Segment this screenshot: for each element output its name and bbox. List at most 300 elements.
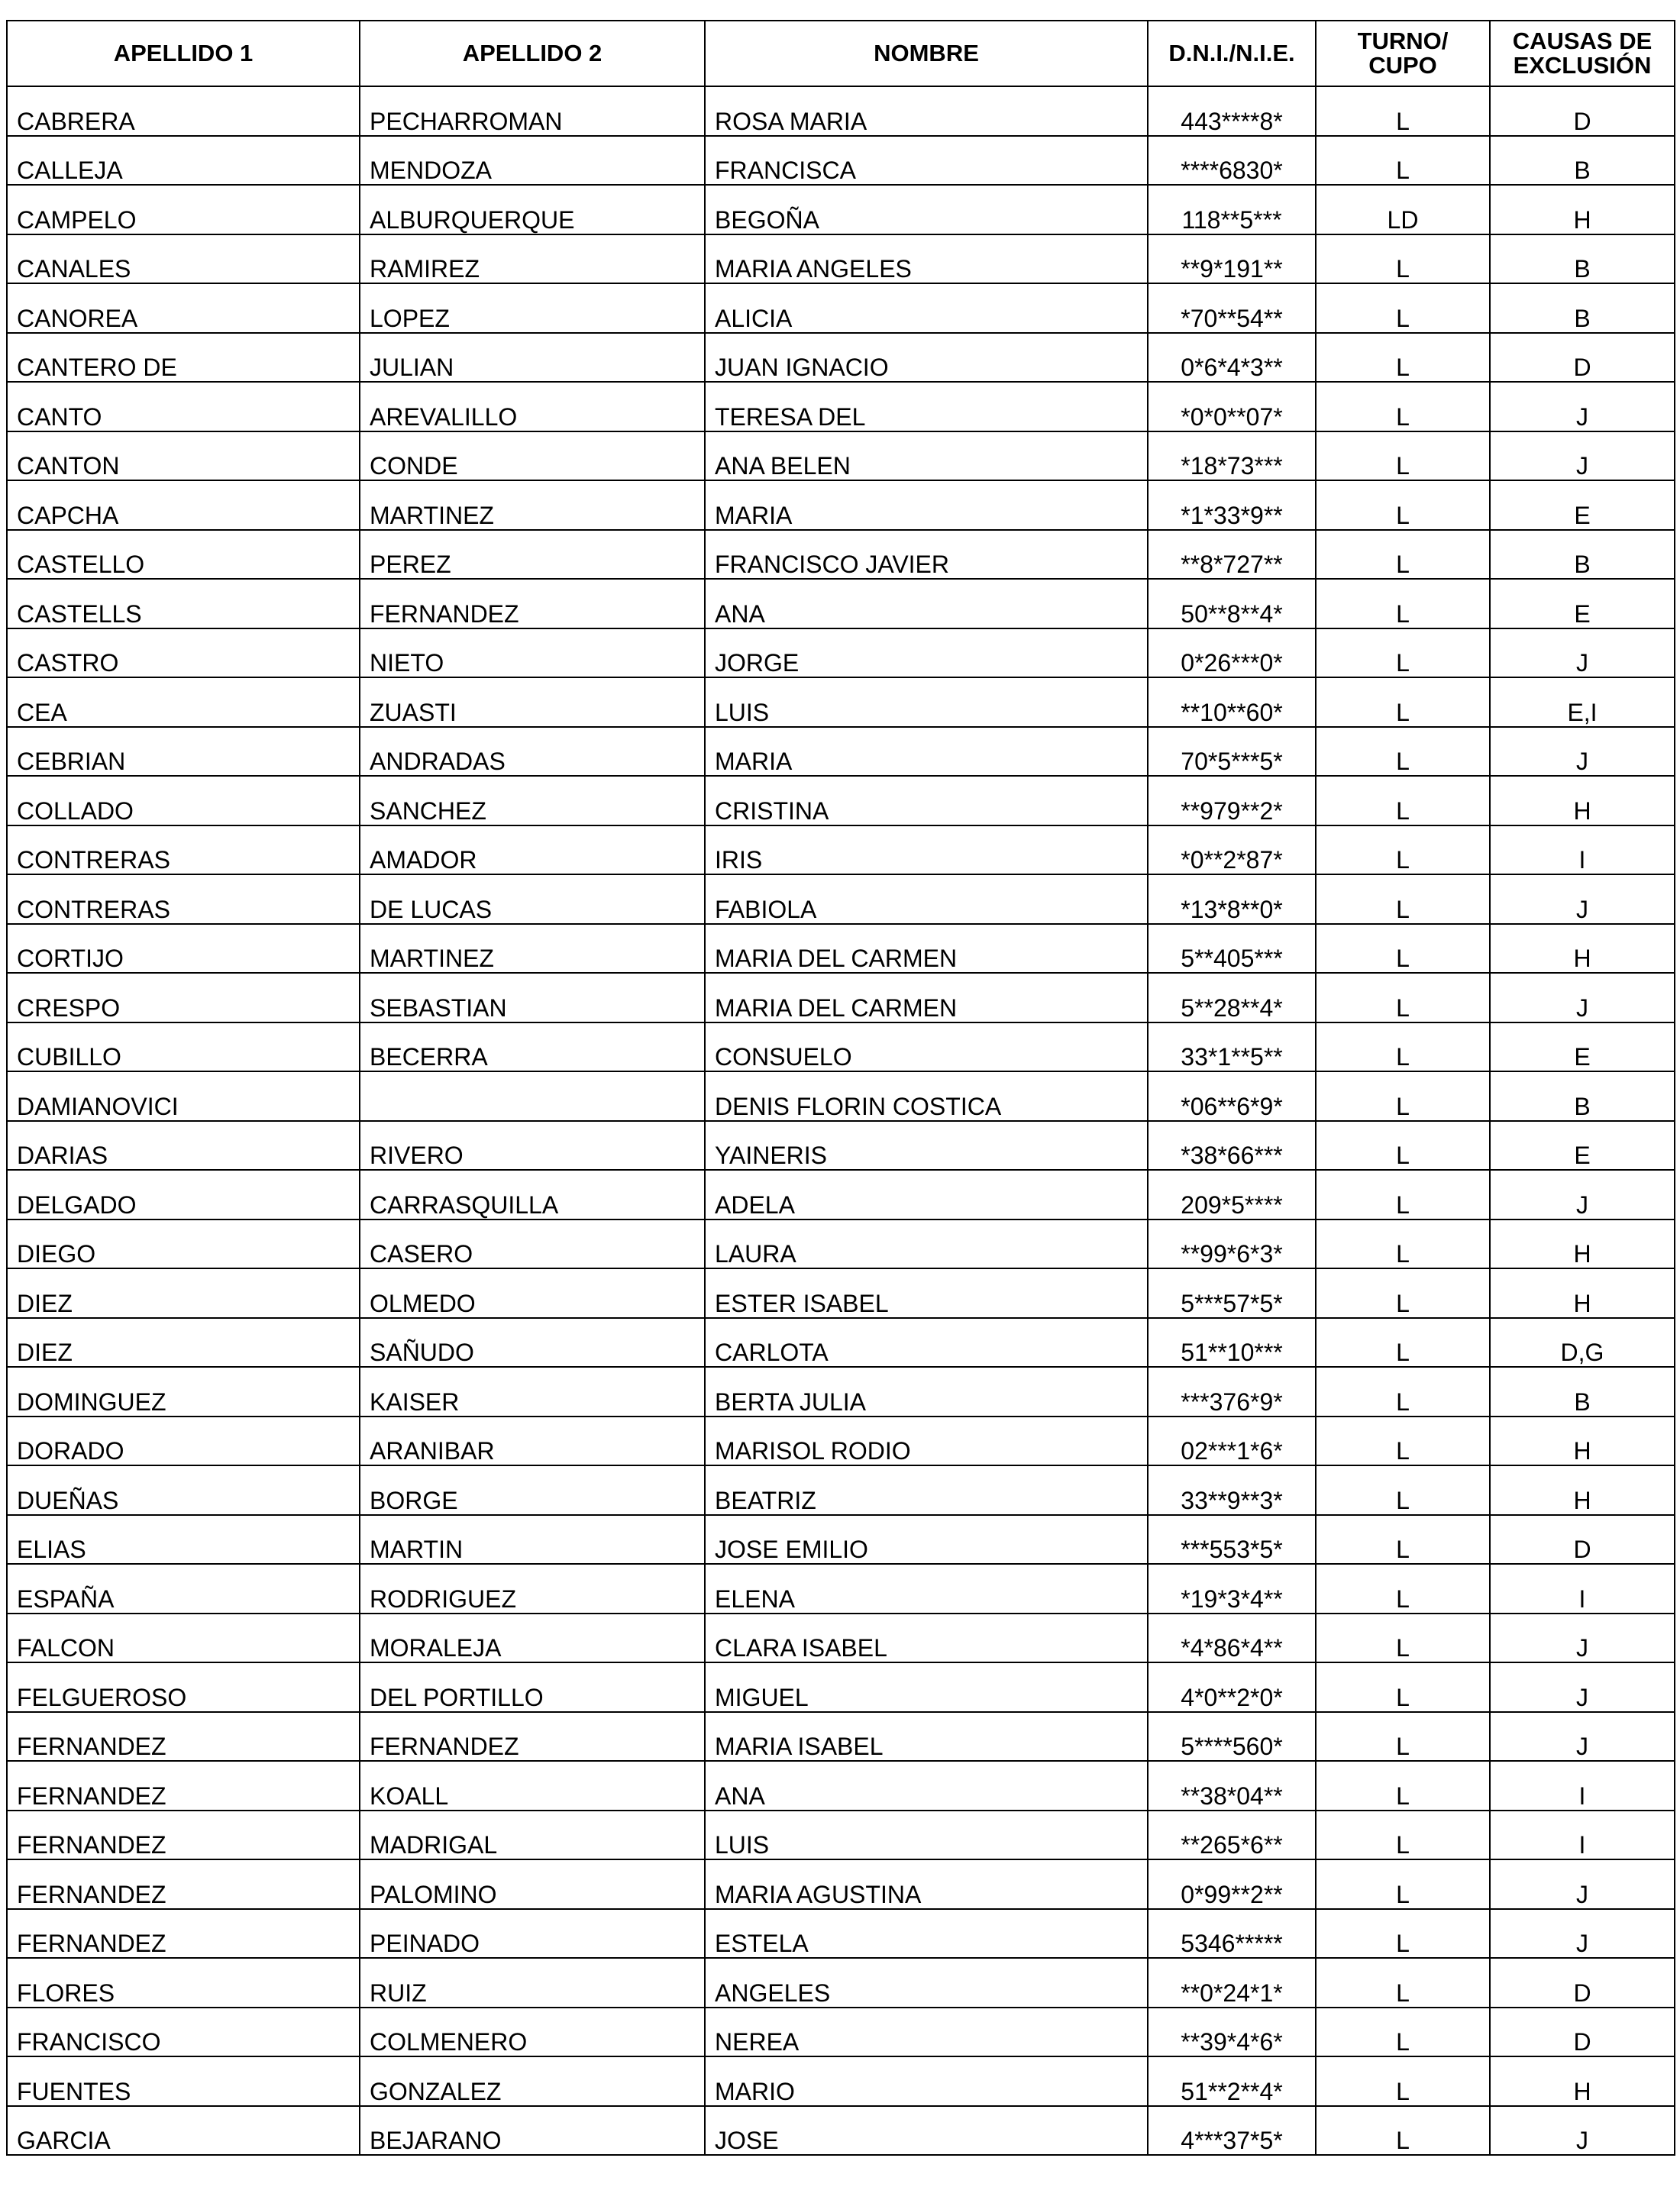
header-apellido-1: APELLIDO 1 — [7, 21, 360, 86]
cell-turno: L — [1316, 874, 1490, 924]
cell-nombre: JOSE — [705, 2106, 1148, 2156]
cell-turno: L — [1316, 628, 1490, 678]
cell-apellido-1: CANTERO DE — [7, 333, 360, 383]
table-row — [7, 1121, 1675, 1171]
table-row — [7, 2056, 1675, 2106]
cell-apellido-1: GARCIA — [7, 2106, 360, 2156]
cell-nombre: MARIA — [705, 727, 1148, 777]
cell-causa: B — [1490, 1367, 1675, 1417]
header-nombre: NOMBRE — [705, 21, 1148, 86]
cell-dni: 118**5*** — [1148, 185, 1316, 234]
cell-turno: L — [1316, 1662, 1490, 1712]
cell-turno: L — [1316, 1614, 1490, 1663]
cell-dni: 4*0**2*0* — [1148, 1662, 1316, 1712]
cell-apellido-2: MARTINEZ — [360, 924, 705, 974]
cell-turno: L — [1316, 825, 1490, 875]
table-row — [7, 1564, 1675, 1614]
cell-causa: J — [1490, 1712, 1675, 1762]
cell-apellido-1: CAMPELO — [7, 185, 360, 234]
cell-dni: 50**8**4* — [1148, 579, 1316, 628]
cell-causa: I — [1490, 1811, 1675, 1860]
cell-nombre: ESTER ISABEL — [705, 1268, 1148, 1318]
cell-apellido-1: FELGUEROSO — [7, 1662, 360, 1712]
cell-causa: B — [1490, 1071, 1675, 1121]
cell-turno: L — [1316, 1170, 1490, 1219]
cell-nombre: TERESA DEL — [705, 382, 1148, 431]
cell-nombre: MARISOL RODIO — [705, 1417, 1148, 1466]
cell-apellido-1: FERNANDEZ — [7, 1909, 360, 1959]
cell-turno: L — [1316, 973, 1490, 1022]
cell-causa: I — [1490, 1761, 1675, 1811]
cell-apellido-2: GONZALEZ — [360, 2056, 705, 2106]
cell-apellido-2: RAMIREZ — [360, 234, 705, 284]
cell-apellido-1: FLORES — [7, 1958, 360, 2008]
cell-apellido-1: FERNANDEZ — [7, 1712, 360, 1762]
cell-turno: L — [1316, 677, 1490, 727]
table-row — [7, 628, 1675, 678]
cell-apellido-2: MARTINEZ — [360, 480, 705, 530]
cell-nombre: JORGE — [705, 628, 1148, 678]
table-row — [7, 2106, 1675, 2156]
cell-nombre: MARIA ISABEL — [705, 1712, 1148, 1762]
cell-nombre: ALICIA — [705, 283, 1148, 333]
cell-apellido-1: ELIAS — [7, 1515, 360, 1565]
cell-turno: L — [1316, 1811, 1490, 1860]
cell-turno: L — [1316, 283, 1490, 333]
cell-turno: L — [1316, 776, 1490, 825]
cell-apellido-1: FUENTES — [7, 2056, 360, 2106]
cell-apellido-2: COLMENERO — [360, 2008, 705, 2057]
cell-turno: L — [1316, 86, 1490, 136]
cell-apellido-2: DEL PORTILLO — [360, 1662, 705, 1712]
cell-dni: 51**10*** — [1148, 1318, 1316, 1368]
cell-apellido-1: FERNANDEZ — [7, 1761, 360, 1811]
cell-apellido-2: LOPEZ — [360, 283, 705, 333]
cell-causa: D — [1490, 333, 1675, 383]
cell-turno: L — [1316, 1367, 1490, 1417]
cell-causa: J — [1490, 1859, 1675, 1909]
cell-turno: L — [1316, 136, 1490, 186]
excluded-candidates-table — [6, 20, 1675, 2156]
cell-turno: L — [1316, 530, 1490, 580]
table-row — [7, 825, 1675, 875]
cell-turno: L — [1316, 333, 1490, 383]
cell-apellido-1: FERNANDEZ — [7, 1811, 360, 1860]
cell-apellido-1: CASTRO — [7, 628, 360, 678]
cell-apellido-2: KOALL — [360, 1761, 705, 1811]
cell-dni: 33**9**3* — [1148, 1465, 1316, 1515]
cell-apellido-1: CONTRERAS — [7, 874, 360, 924]
cell-turno: L — [1316, 1071, 1490, 1121]
cell-turno: L — [1316, 382, 1490, 431]
table-row — [7, 776, 1675, 825]
cell-dni: 209*5**** — [1148, 1170, 1316, 1219]
cell-dni: *0*0**07* — [1148, 382, 1316, 431]
cell-causa: E — [1490, 1121, 1675, 1171]
table-row — [7, 1859, 1675, 1909]
cell-dni: **979**2* — [1148, 776, 1316, 825]
cell-causa: E,I — [1490, 677, 1675, 727]
cell-apellido-2: MORALEJA — [360, 1614, 705, 1663]
cell-turno: L — [1316, 1417, 1490, 1466]
cell-apellido-2: FERNANDEZ — [360, 1712, 705, 1762]
cell-apellido-1: FERNANDEZ — [7, 1859, 360, 1909]
cell-causa: J — [1490, 874, 1675, 924]
cell-dni: **0*24*1* — [1148, 1958, 1316, 2008]
cell-apellido-1: CORTIJO — [7, 924, 360, 974]
cell-nombre: ROSA MARIA — [705, 86, 1148, 136]
cell-nombre: ANA — [705, 1761, 1148, 1811]
cell-turno: L — [1316, 727, 1490, 777]
cell-nombre: CLARA ISABEL — [705, 1614, 1148, 1663]
cell-turno: LD — [1316, 185, 1490, 234]
cell-apellido-1: CABRERA — [7, 86, 360, 136]
cell-turno: L — [1316, 431, 1490, 481]
cell-causa: J — [1490, 1662, 1675, 1712]
cell-nombre: ELENA — [705, 1564, 1148, 1614]
cell-apellido-2: CONDE — [360, 431, 705, 481]
cell-nombre: MARIA AGUSTINA — [705, 1859, 1148, 1909]
cell-causa: B — [1490, 136, 1675, 186]
cell-nombre: ANA BELEN — [705, 431, 1148, 481]
cell-nombre: CONSUELO — [705, 1022, 1148, 1072]
cell-apellido-2: RIVERO — [360, 1121, 705, 1171]
cell-apellido-1: COLLADO — [7, 776, 360, 825]
header-causas-exclusion: CAUSAS DE EXCLUSIÓN — [1490, 21, 1675, 86]
cell-causa: J — [1490, 2106, 1675, 2156]
cell-turno: L — [1316, 1958, 1490, 2008]
cell-dni: **38*04** — [1148, 1761, 1316, 1811]
cell-dni: 5***57*5* — [1148, 1268, 1316, 1318]
cell-dni: 5**405*** — [1148, 924, 1316, 974]
cell-apellido-2: PALOMINO — [360, 1859, 705, 1909]
table-header-row — [7, 21, 1675, 86]
cell-apellido-1: ESPAÑA — [7, 1564, 360, 1614]
cell-nombre: MARIA DEL CARMEN — [705, 973, 1148, 1022]
cell-apellido-2: PEREZ — [360, 530, 705, 580]
cell-dni: ****6830* — [1148, 136, 1316, 186]
table-row — [7, 185, 1675, 234]
cell-apellido-1: CEA — [7, 677, 360, 727]
table-row — [7, 1958, 1675, 2008]
cell-nombre: MARIA ANGELES — [705, 234, 1148, 284]
cell-apellido-2: ALBURQUERQUE — [360, 185, 705, 234]
cell-apellido-2: PEINADO — [360, 1909, 705, 1959]
cell-apellido-2: AREVALILLO — [360, 382, 705, 431]
table-row — [7, 579, 1675, 628]
cell-causa: J — [1490, 973, 1675, 1022]
cell-nombre: MIGUEL — [705, 1662, 1148, 1712]
cell-apellido-1: CEBRIAN — [7, 727, 360, 777]
cell-turno: L — [1316, 1465, 1490, 1515]
cell-causa: J — [1490, 1614, 1675, 1663]
cell-turno: L — [1316, 2056, 1490, 2106]
cell-dni: 70*5***5* — [1148, 727, 1316, 777]
cell-turno: L — [1316, 1859, 1490, 1909]
cell-apellido-1: DORADO — [7, 1417, 360, 1466]
cell-apellido-1: CALLEJA — [7, 136, 360, 186]
table-row — [7, 431, 1675, 481]
cell-dni: 51**2**4* — [1148, 2056, 1316, 2106]
cell-apellido-2: NIETO — [360, 628, 705, 678]
table-row — [7, 1662, 1675, 1712]
cell-apellido-2: AMADOR — [360, 825, 705, 875]
cell-nombre: FABIOLA — [705, 874, 1148, 924]
cell-dni: 0*99**2** — [1148, 1859, 1316, 1909]
cell-apellido-2: SAÑUDO — [360, 1318, 705, 1368]
table-row — [7, 1909, 1675, 1959]
table-row — [7, 1318, 1675, 1368]
cell-causa: E — [1490, 480, 1675, 530]
cell-causa: J — [1490, 431, 1675, 481]
header-apellido-2: APELLIDO 2 — [360, 21, 705, 86]
cell-apellido-1: CANALES — [7, 234, 360, 284]
cell-dni: *70**54** — [1148, 283, 1316, 333]
cell-causa: E — [1490, 1022, 1675, 1072]
cell-apellido-2: RUIZ — [360, 1958, 705, 2008]
header-turno-cupo: TURNO/ CUPO — [1316, 21, 1490, 86]
cell-causa: H — [1490, 924, 1675, 974]
cell-nombre: MARIA — [705, 480, 1148, 530]
cell-causa: E — [1490, 579, 1675, 628]
cell-turno: L — [1316, 1268, 1490, 1318]
cell-causa: D — [1490, 1958, 1675, 2008]
cell-dni: *06**6*9* — [1148, 1071, 1316, 1121]
cell-dni: *18*73*** — [1148, 431, 1316, 481]
table-row — [7, 874, 1675, 924]
cell-dni: **265*6** — [1148, 1811, 1316, 1860]
cell-causa: J — [1490, 727, 1675, 777]
cell-dni: *38*66*** — [1148, 1121, 1316, 1171]
cell-nombre: CRISTINA — [705, 776, 1148, 825]
table-row — [7, 1761, 1675, 1811]
cell-causa: H — [1490, 1417, 1675, 1466]
cell-apellido-1: CANOREA — [7, 283, 360, 333]
cell-dni: ***376*9* — [1148, 1367, 1316, 1417]
cell-turno: L — [1316, 1121, 1490, 1171]
cell-dni: 5346***** — [1148, 1909, 1316, 1959]
cell-nombre: DENIS FLORIN COSTICA — [705, 1071, 1148, 1121]
table-row — [7, 382, 1675, 431]
table-row — [7, 677, 1675, 727]
cell-causa: H — [1490, 2056, 1675, 2106]
table-row — [7, 1022, 1675, 1072]
table-row — [7, 1712, 1675, 1762]
table-row — [7, 1268, 1675, 1318]
cell-apellido-2: SANCHEZ — [360, 776, 705, 825]
cell-apellido-1: CASTELLO — [7, 530, 360, 580]
cell-apellido-1: DELGADO — [7, 1170, 360, 1219]
cell-turno: L — [1316, 1564, 1490, 1614]
cell-causa: H — [1490, 1268, 1675, 1318]
cell-dni: 33*1**5** — [1148, 1022, 1316, 1072]
cell-turno: L — [1316, 579, 1490, 628]
table-row — [7, 86, 1675, 136]
cell-causa: D — [1490, 86, 1675, 136]
cell-apellido-2: ANDRADAS — [360, 727, 705, 777]
cell-apellido-2: OLMEDO — [360, 1268, 705, 1318]
cell-apellido-2: BEJARANO — [360, 2106, 705, 2156]
cell-turno: L — [1316, 1515, 1490, 1565]
cell-apellido-2: SEBASTIAN — [360, 973, 705, 1022]
cell-apellido-2: MENDOZA — [360, 136, 705, 186]
cell-causa: I — [1490, 825, 1675, 875]
cell-dni: *13*8**0* — [1148, 874, 1316, 924]
table-row — [7, 480, 1675, 530]
cell-causa: B — [1490, 530, 1675, 580]
cell-nombre: IRIS — [705, 825, 1148, 875]
cell-nombre: LUIS — [705, 1811, 1148, 1860]
cell-nombre: ANA — [705, 579, 1148, 628]
table-row — [7, 234, 1675, 284]
cell-dni: *19*3*4** — [1148, 1564, 1316, 1614]
cell-apellido-2: ARANIBAR — [360, 1417, 705, 1466]
cell-causa: D,G — [1490, 1318, 1675, 1368]
table-row — [7, 1219, 1675, 1269]
table-row — [7, 530, 1675, 580]
cell-dni: **99*6*3* — [1148, 1219, 1316, 1269]
cell-causa: J — [1490, 628, 1675, 678]
cell-apellido-1: DOMINGUEZ — [7, 1367, 360, 1417]
cell-turno: L — [1316, 1761, 1490, 1811]
cell-dni: **10**60* — [1148, 677, 1316, 727]
table-row — [7, 1417, 1675, 1466]
cell-causa: H — [1490, 1219, 1675, 1269]
cell-apellido-2: RODRIGUEZ — [360, 1564, 705, 1614]
cell-causa: H — [1490, 185, 1675, 234]
cell-apellido-1: CUBILLO — [7, 1022, 360, 1072]
cell-dni: ***553*5* — [1148, 1515, 1316, 1565]
cell-turno: L — [1316, 1909, 1490, 1959]
cell-causa: D — [1490, 2008, 1675, 2057]
cell-causa: B — [1490, 283, 1675, 333]
cell-causa: H — [1490, 1465, 1675, 1515]
cell-nombre: JOSE EMILIO — [705, 1515, 1148, 1565]
cell-causa: D — [1490, 1515, 1675, 1565]
table-row — [7, 1367, 1675, 1417]
cell-apellido-1: FALCON — [7, 1614, 360, 1663]
cell-apellido-2: ZUASTI — [360, 677, 705, 727]
cell-nombre: LUIS — [705, 677, 1148, 727]
cell-apellido-1: DAMIANOVICI — [7, 1071, 360, 1121]
cell-dni: 5**28**4* — [1148, 973, 1316, 1022]
cell-apellido-1: DIEGO — [7, 1219, 360, 1269]
cell-dni: 0*6*4*3** — [1148, 333, 1316, 383]
cell-turno: L — [1316, 2008, 1490, 2057]
table-row — [7, 1465, 1675, 1515]
cell-causa: H — [1490, 776, 1675, 825]
cell-nombre: JUAN IGNACIO — [705, 333, 1148, 383]
cell-nombre: MARIO — [705, 2056, 1148, 2106]
cell-apellido-2: KAISER — [360, 1367, 705, 1417]
cell-causa: J — [1490, 382, 1675, 431]
cell-nombre: MARIA DEL CARMEN — [705, 924, 1148, 974]
cell-nombre: LAURA — [705, 1219, 1148, 1269]
cell-causa: B — [1490, 234, 1675, 284]
table-row — [7, 1811, 1675, 1860]
cell-dni: 02***1*6* — [1148, 1417, 1316, 1466]
cell-causa: J — [1490, 1909, 1675, 1959]
cell-apellido-1: FRANCISCO — [7, 2008, 360, 2057]
cell-nombre: FRANCISCA — [705, 136, 1148, 186]
cell-apellido-2: FERNANDEZ — [360, 579, 705, 628]
cell-nombre: BERTA JULIA — [705, 1367, 1148, 1417]
cell-causa: I — [1490, 1564, 1675, 1614]
cell-nombre: NEREA — [705, 2008, 1148, 2057]
table-row — [7, 1071, 1675, 1121]
cell-turno: L — [1316, 480, 1490, 530]
table-row — [7, 333, 1675, 383]
cell-apellido-1: CRESPO — [7, 973, 360, 1022]
cell-dni: **9*191** — [1148, 234, 1316, 284]
cell-dni: *4*86*4** — [1148, 1614, 1316, 1663]
table-row — [7, 1515, 1675, 1565]
cell-causa: J — [1490, 1170, 1675, 1219]
cell-nombre: ADELA — [705, 1170, 1148, 1219]
cell-apellido-1: DUEÑAS — [7, 1465, 360, 1515]
cell-apellido-1: DIEZ — [7, 1318, 360, 1368]
cell-turno: L — [1316, 1022, 1490, 1072]
cell-turno: L — [1316, 234, 1490, 284]
cell-dni: 443****8* — [1148, 86, 1316, 136]
table-row — [7, 283, 1675, 333]
cell-apellido-1: DIEZ — [7, 1268, 360, 1318]
cell-nombre: ESTELA — [705, 1909, 1148, 1959]
header-dni: D.N.I./N.I.E. — [1148, 21, 1316, 86]
cell-apellido-1: CASTELLS — [7, 579, 360, 628]
cell-apellido-1: DARIAS — [7, 1121, 360, 1171]
cell-apellido-2 — [360, 1071, 705, 1121]
table-row — [7, 973, 1675, 1022]
cell-nombre: BEGOÑA — [705, 185, 1148, 234]
cell-nombre: FRANCISCO JAVIER — [705, 530, 1148, 580]
cell-turno: L — [1316, 1712, 1490, 1762]
cell-apellido-1: CAPCHA — [7, 480, 360, 530]
cell-apellido-2: DE LUCAS — [360, 874, 705, 924]
cell-apellido-2: MADRIGAL — [360, 1811, 705, 1860]
cell-apellido-1: CANTON — [7, 431, 360, 481]
cell-dni: **39*4*6* — [1148, 2008, 1316, 2057]
cell-apellido-2: BECERRA — [360, 1022, 705, 1072]
cell-nombre: CARLOTA — [705, 1318, 1148, 1368]
table-row — [7, 1614, 1675, 1663]
cell-dni: *0**2*87* — [1148, 825, 1316, 875]
cell-nombre: ANGELES — [705, 1958, 1148, 2008]
cell-dni: 0*26***0* — [1148, 628, 1316, 678]
cell-apellido-1: CONTRERAS — [7, 825, 360, 875]
table-row — [7, 136, 1675, 186]
table-row — [7, 924, 1675, 974]
cell-apellido-2: PECHARROMAN — [360, 86, 705, 136]
cell-turno: L — [1316, 1318, 1490, 1368]
cell-dni: **8*727** — [1148, 530, 1316, 580]
cell-dni: 4***37*5* — [1148, 2106, 1316, 2156]
table-row — [7, 2008, 1675, 2057]
table-row — [7, 727, 1675, 777]
cell-turno: L — [1316, 1219, 1490, 1269]
cell-dni: *1*33*9** — [1148, 480, 1316, 530]
table-body — [7, 86, 1675, 2155]
cell-dni: 5****560* — [1148, 1712, 1316, 1762]
cell-nombre: YAINERIS — [705, 1121, 1148, 1171]
cell-apellido-1: CANTO — [7, 382, 360, 431]
cell-turno: L — [1316, 924, 1490, 974]
cell-apellido-2: JULIAN — [360, 333, 705, 383]
cell-apellido-2: CARRASQUILLA — [360, 1170, 705, 1219]
table-row — [7, 1170, 1675, 1219]
cell-nombre: BEATRIZ — [705, 1465, 1148, 1515]
cell-apellido-2: CASERO — [360, 1219, 705, 1269]
